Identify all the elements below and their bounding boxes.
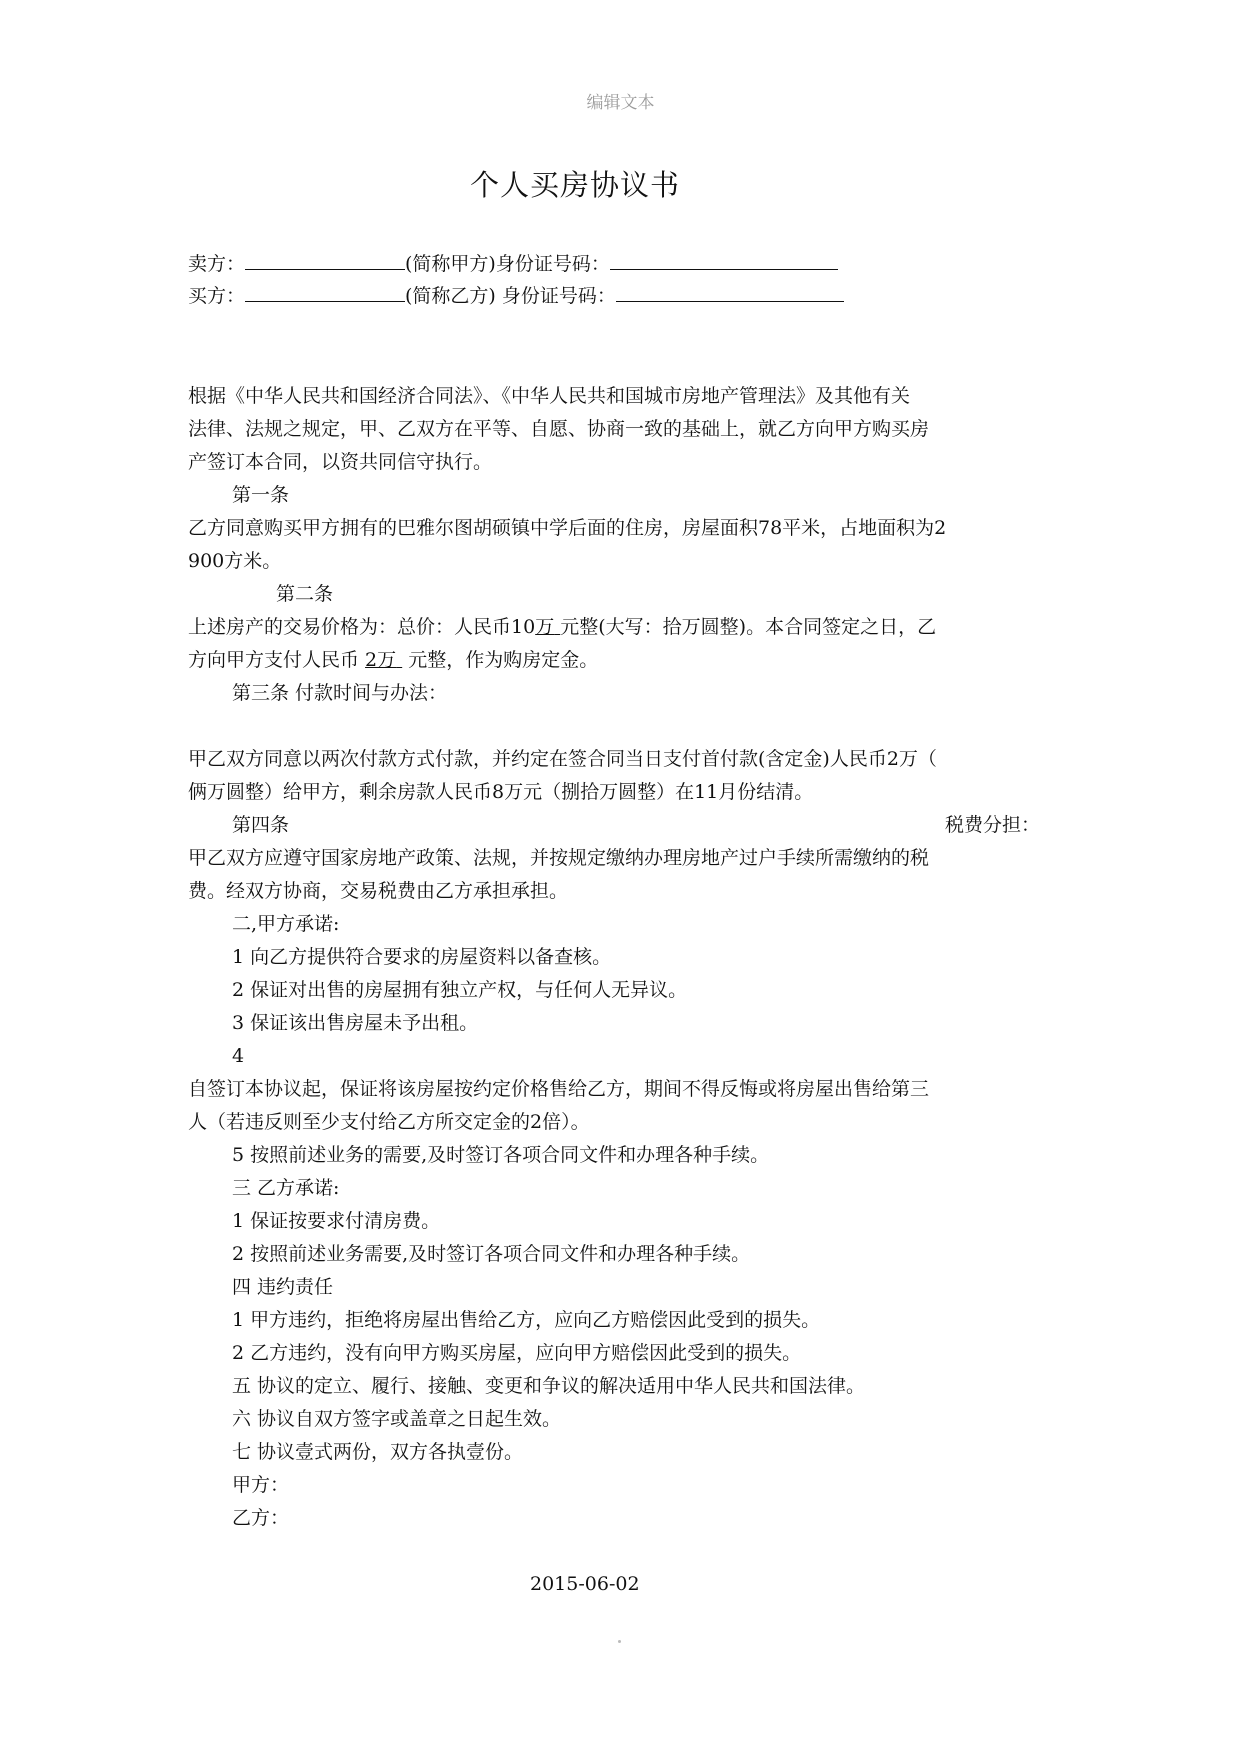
article4-heading-right: 税费分担：: [945, 814, 1041, 836]
deposit-amount: 2万: [365, 649, 397, 671]
article3-line: 俩万圆整）给甲方，剩余房款人民币8万元（捌拾万圆整）在11月份结清。: [188, 781, 814, 803]
article2-line2-suffix: 元整，作为购房定金。: [402, 649, 599, 671]
seller-id-blank: [610, 251, 838, 270]
seller-promise-item: 1 向乙方提供符合要求的房屋资料以备查核。: [232, 946, 612, 968]
article1-line: 乙方同意购买甲方拥有的巴雅尔图胡硕镇中学后面的住房，房屋面积78平米，占地面积为2: [188, 517, 947, 539]
signature-party-b: 乙方：: [232, 1507, 290, 1529]
seller-promise-item4-line: 自签订本协议起，保证将该房屋按约定价格售给乙方，期间不得反悔或将房屋出售给第三: [188, 1078, 930, 1100]
article3-line: 甲乙双方同意以两次付款方式付款，并约定在签合同当日支付首付款(含定金)人民币2万（: [188, 748, 937, 770]
breach-item: 2 乙方违约，没有向甲方购买房屋，应向甲方赔偿因此受到的损失。: [232, 1342, 802, 1364]
seller-promise-heading: 二,甲方承诺:: [232, 913, 340, 935]
article4-line: 费。经双方协商，交易税费由乙方承担承担。: [188, 880, 569, 902]
seller-promise-item: 3 保证该出售房屋未予出租。: [232, 1012, 479, 1034]
article2-line2-prefix: 方向甲方支付人民币: [188, 649, 366, 671]
buyer-promise-item: 1 保证按要求付清房费。: [232, 1210, 441, 1232]
article3-heading: 第三条 付款时间与办法：: [232, 682, 448, 704]
seller-row: [188, 251, 838, 276]
seller-promise-item: 4: [232, 1045, 245, 1067]
buyer-promise-item: 2 按照前述业务需要,及时签订各项合同文件和办理各种手续。: [232, 1243, 751, 1265]
preamble-line: 法律、法规之规定，甲、乙双方在平等、自愿、协商一致的基础上，就乙方向甲方购买房: [188, 418, 930, 440]
seller-name-blank: [245, 251, 405, 270]
article1-line: 900方米。: [188, 550, 282, 572]
article2-heading: 第二条: [276, 583, 334, 605]
buyer-label: 买方：: [188, 285, 246, 307]
closing-clause: 六 协议自双方签字或盖章之日起生效。: [232, 1408, 562, 1430]
header-note: 编辑文本: [586, 93, 655, 113]
buyer-row: [188, 283, 844, 308]
article2-line1-prefix: 上述房产的交易价格为：总价：人民币10: [188, 616, 536, 638]
document-date: 2015-06-02: [530, 1573, 640, 1595]
article1-heading: 第一条: [232, 484, 290, 506]
page-title: 个人买房协议书: [469, 168, 680, 202]
closing-clause: 五 协议的定立、履行、接触、变更和争议的解决适用中华人民共和国法律。: [232, 1375, 866, 1397]
footer-dot: [618, 1640, 621, 1643]
seller-promise-item: 5 按照前述业务的需要,及时签订各项合同文件和办理各种手续。: [232, 1144, 770, 1166]
article2-line1: [188, 615, 936, 639]
buyer-promise-heading: 三 乙方承诺:: [232, 1177, 340, 1199]
seller-promise-item4-line: 人（若违反则至少支付给乙方所交定金的2倍）。: [188, 1111, 590, 1133]
seller-label: 卖方：: [188, 253, 246, 275]
preamble-line: 根据《中华人民共和国经济合同法》、《中华人民共和国城市房地产管理法》及其他有关: [188, 385, 911, 407]
buyer-name-blank: [245, 283, 405, 302]
breach-item: 1 甲方违约，拒绝将房屋出售给乙方，应向乙方赔偿因此受到的损失。: [232, 1309, 821, 1331]
closing-clause: 七 协议壹式两份，双方各执壹份。: [232, 1441, 524, 1463]
article2-line1-suffix: 元整(大写：拾万圆整)。本合同签定之日，乙: [560, 616, 937, 638]
buyer-abbr: (简称乙方) 身份证号码：: [405, 285, 616, 307]
buyer-id-blank: [616, 283, 844, 302]
signature-party-a: 甲方：: [232, 1474, 290, 1496]
seller-promise-item: 2 保证对出售的房屋拥有独立产权，与任何人无异议。: [232, 979, 688, 1001]
preamble-line: 产签订本合同，以资共同信守执行。: [188, 451, 493, 473]
article2-line2: [188, 648, 598, 672]
article4-heading: 第四条: [232, 814, 290, 836]
breach-heading: 四 违约责任: [232, 1276, 334, 1298]
price-total-amount: 万: [535, 616, 555, 638]
seller-abbr: (简称甲方)身份证号码：: [405, 253, 610, 275]
article4-line: 甲乙双方应遵守国家房地产政策、法规，并按规定缴纳办理房地产过户手续所需缴纳的税: [188, 847, 930, 869]
